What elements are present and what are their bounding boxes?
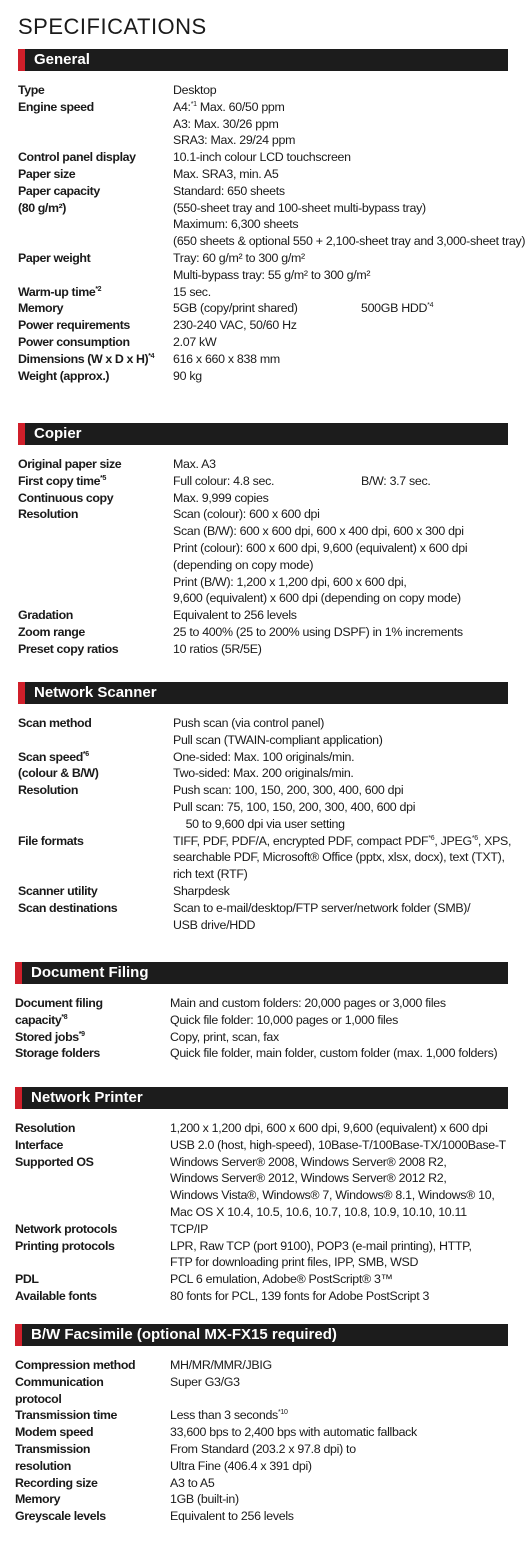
spec-label: Preset copy ratios bbox=[18, 641, 119, 656]
spec-value: Super G3/G3 bbox=[170, 1374, 240, 1389]
spec-value: From Standard (203.2 x 97.8 dpi) to Ultra Fine (406.4 x 391 dpi) bbox=[170, 1441, 356, 1473]
spec-value: MH/MR/MMR/JBIG bbox=[170, 1358, 272, 1372]
spec-label: Memory bbox=[15, 1492, 61, 1507]
spec-row bbox=[15, 1441, 508, 1475]
spec-value: 1GB (built-in) bbox=[170, 1492, 239, 1507]
spec-row bbox=[18, 334, 508, 351]
spec-row bbox=[18, 99, 508, 149]
spec-section bbox=[18, 49, 525, 384]
spec-label: Gradation bbox=[18, 608, 73, 623]
spec-label: Resolution bbox=[15, 1121, 76, 1135]
spec-label: Scan method bbox=[18, 716, 92, 730]
spec-value: LPR, Raw TCP (port 9100), POP3 (e-mail printing), HTTP, FTP for downloading print files, IPP, SMB, WSD bbox=[170, 1238, 472, 1270]
spec-row bbox=[15, 1221, 508, 1238]
spec-section bbox=[18, 682, 512, 933]
spec-row bbox=[18, 82, 508, 99]
spec-value: Sharpdesk bbox=[173, 883, 230, 898]
spec-value: 25 to 400% (25 to 200% using DSPF) in 1% increments bbox=[173, 624, 463, 639]
spec-value: Max. 9,999 copies bbox=[173, 490, 269, 505]
spec-row bbox=[15, 1271, 508, 1288]
section-header bbox=[18, 49, 508, 71]
spec-label: PDL bbox=[15, 1272, 39, 1287]
spec-value: Main and custom folders: 20,000 pages or 3,000 files Quick file folder: 10,000 pages or 1,000 files bbox=[170, 996, 446, 1027]
spec-row bbox=[18, 183, 525, 250]
spec-label: Weight (approx.) bbox=[18, 368, 110, 383]
spec-label: Power consumption bbox=[18, 334, 130, 349]
spec-row bbox=[18, 368, 508, 385]
spec-label: Original paper size bbox=[18, 457, 122, 471]
spec-label: Printing protocols bbox=[15, 1238, 115, 1253]
spec-rows bbox=[15, 1120, 508, 1305]
spec-label: Compression method bbox=[15, 1358, 136, 1372]
section-title: B/W Facsimile (optional MX-FX15 required) bbox=[31, 1326, 337, 1343]
spec-row bbox=[18, 749, 508, 783]
spec-label: Interface bbox=[15, 1137, 64, 1152]
spec-label: First copy time$^{*5}$ bbox=[18, 473, 106, 488]
spec-label: Paper capacity (80 g/m²) bbox=[18, 183, 100, 215]
spec-label: Stored jobs$^{*9}$ bbox=[15, 1029, 85, 1044]
spec-row bbox=[18, 883, 508, 900]
section-title: Network Printer bbox=[31, 1089, 143, 1106]
spec-value: USB 2.0 (host, high-speed), 10Base-T/100Base-TX/1000Base-T bbox=[170, 1137, 506, 1152]
section-title: General bbox=[34, 51, 90, 68]
spec-row bbox=[18, 624, 508, 641]
spec-value: Push scan: 100, 150, 200, 300, 400, 600 dpi Pull scan: 75, 100, 150, 200, 300, 400, 600 dpi 50 to 9,600 dpi via user setting bbox=[173, 783, 416, 831]
spec-label: Available fonts bbox=[15, 1288, 97, 1303]
spec-section bbox=[15, 962, 508, 1062]
spec-value: Scan (colour): 600 x 600 dpi Scan (B/W): 600 x 600 dpi, 600 x 400 dpi, 600 x 300 dpi Print (colour): 600 x 600 dpi, 9,600 (equivalent) x 600 dpi (depending on copy mode) Print (B/W): 1,200 x 1,200 dpi, 600 x 600 dpi, 9,600 (equivalent) x 600 dpi (depending on copy mode) bbox=[173, 507, 468, 606]
section-accent bbox=[15, 1324, 22, 1346]
spec-row bbox=[18, 607, 508, 624]
spec-rows bbox=[18, 82, 525, 384]
spec-row bbox=[15, 1407, 508, 1424]
spec-label: Supported OS bbox=[15, 1154, 94, 1169]
spec-label: Paper size bbox=[18, 166, 76, 181]
spec-label: Modem speed bbox=[15, 1425, 94, 1440]
spec-value: 1,200 x 1,200 dpi, 600 x 600 dpi, 9,600 (equivalent) x 600 dpi bbox=[170, 1121, 488, 1135]
spec-value: 15 sec. bbox=[173, 284, 211, 299]
spec-value: 80 fonts for PCL, 139 fonts for Adobe PostScript 3 bbox=[170, 1288, 430, 1303]
spec-value: Copy, print, scan, fax bbox=[170, 1029, 279, 1044]
spec-value: TIFF, PDF, PDF/A, encrypted PDF, compact PDF$^{*6}$, JPEG$^{*6}$, XPS, searchable PDF, Microsoft® Office (pptx, xlsx, docx), text (TXT), rich text (RTF) bbox=[173, 833, 512, 882]
section-header bbox=[18, 423, 508, 445]
spec-rows bbox=[15, 1357, 508, 1525]
spec-value: PCL 6 emulation, Adobe® PostScript® 3™ bbox=[170, 1272, 393, 1287]
spec-value: Standard: 650 sheets (550-sheet tray and 100-sheet multi-bypass tray) Maximum: 6,300 sheets (650 sheets & optional 550 + 2,100-sheet tray and 3,000-sheet tray) bbox=[173, 183, 525, 249]
spec-label: Power requirements bbox=[18, 318, 130, 333]
spec-row bbox=[18, 641, 508, 658]
spec-section bbox=[18, 423, 508, 658]
spec-row bbox=[15, 1154, 508, 1221]
spec-label: Scanner utility bbox=[18, 883, 98, 898]
spec-value: Equivalent to 256 levels bbox=[170, 1509, 294, 1524]
spec-row bbox=[15, 1238, 508, 1272]
spec-value: 10 ratios (5R/5E) bbox=[173, 641, 262, 656]
spec-label: Memory bbox=[18, 301, 64, 316]
spec-value: 90 kg bbox=[173, 368, 202, 383]
section-header bbox=[15, 962, 508, 984]
spec-rows bbox=[18, 456, 508, 658]
page-title: SPECIFICATIONS bbox=[18, 14, 207, 39]
spec-row bbox=[15, 1374, 508, 1408]
spec-label: Resolution bbox=[18, 507, 79, 522]
section-header bbox=[15, 1087, 508, 1109]
spec-value: 2.07 kW bbox=[173, 334, 217, 349]
spec-row bbox=[18, 900, 508, 934]
spec-label: Transmission resolution bbox=[15, 1441, 91, 1473]
spec-row bbox=[18, 149, 508, 166]
spec-row bbox=[18, 166, 508, 183]
section-accent bbox=[18, 682, 25, 704]
spec-value: Tray: 60 g/m² to 300 g/m² Multi-bypass tray: 55 g/m² to 300 g/m² bbox=[173, 250, 371, 282]
spec-value: 5GB (copy/print shared) 500GB HDD$^{*4}$ bbox=[173, 301, 434, 316]
spec-value: Less than 3 seconds$^{*10}$ bbox=[170, 1408, 288, 1423]
spec-value: TCP/IP bbox=[170, 1221, 209, 1236]
section-accent bbox=[15, 1087, 22, 1109]
spec-value: 33,600 bps to 2,400 bps with automatic fallback bbox=[170, 1425, 417, 1440]
section-header bbox=[15, 1324, 508, 1346]
spec-label: Recording size bbox=[15, 1475, 98, 1490]
spec-label: Greyscale levels bbox=[15, 1509, 106, 1524]
section-title: Copier bbox=[34, 425, 82, 442]
spec-row bbox=[15, 1029, 508, 1046]
spec-row bbox=[15, 1357, 508, 1374]
spec-label: Storage folders bbox=[15, 1046, 100, 1061]
spec-row bbox=[18, 456, 508, 473]
spec-section bbox=[15, 1087, 508, 1305]
spec-label: Scan destinations bbox=[18, 900, 118, 915]
spec-value: Equivalent to 256 levels bbox=[173, 608, 297, 623]
spec-label: Engine speed bbox=[18, 99, 94, 114]
spec-label: Warm-up time$^{*2}$ bbox=[18, 284, 102, 299]
spec-value: 616 x 660 x 838 mm bbox=[173, 351, 280, 366]
section-accent bbox=[18, 423, 25, 445]
spec-value: A4:$^{*1}$ Max. 60/50 ppm A3: Max. 30/26 ppm SRA3: Max. 29/24 ppm bbox=[173, 99, 296, 148]
spec-value: Quick file folder, main folder, custom folder (max. 1,000 folders) bbox=[170, 1046, 498, 1061]
spec-value: Max. SRA3, min. A5 bbox=[173, 166, 279, 181]
spec-value: One-sided: Max. 100 originals/min. Two-sided: Max. 200 originals/min. bbox=[173, 749, 355, 781]
spec-value: Max. A3 bbox=[173, 457, 216, 471]
spec-label: Dimensions (W x D x H)$^{*4}$ bbox=[18, 351, 155, 366]
spec-value: Scan to e-mail/desktop/FTP server/network folder (SMB)/ USB drive/HDD bbox=[173, 900, 471, 932]
spec-value: 10.1-inch colour LCD touchscreen bbox=[173, 150, 351, 165]
spec-label: Communication protocol bbox=[15, 1374, 104, 1406]
spec-row bbox=[18, 473, 508, 490]
spec-row bbox=[15, 995, 508, 1029]
spec-label: Continuous copy bbox=[18, 490, 114, 505]
spec-row bbox=[18, 782, 508, 832]
spec-row bbox=[18, 351, 508, 368]
spec-value: Push scan (via control panel) Pull scan (TWAIN-compliant application) bbox=[173, 716, 383, 747]
spec-row bbox=[18, 300, 508, 317]
section-title: Network Scanner bbox=[34, 684, 157, 701]
spec-row bbox=[15, 1120, 508, 1137]
spec-label: Scan speed$^{*6}$ (colour & B/W) bbox=[18, 749, 99, 781]
spec-row bbox=[15, 1475, 508, 1492]
section-accent bbox=[18, 49, 25, 71]
section-header bbox=[18, 682, 508, 704]
spec-value: A3 to A5 bbox=[170, 1475, 215, 1490]
section-title: Document Filing bbox=[31, 964, 149, 981]
spec-row bbox=[18, 250, 508, 284]
spec-row bbox=[15, 1424, 508, 1441]
spec-row bbox=[18, 317, 508, 334]
spec-row bbox=[18, 715, 508, 749]
spec-row bbox=[18, 490, 508, 507]
spec-label: Resolution bbox=[18, 783, 79, 798]
section-accent bbox=[15, 962, 22, 984]
spec-label: Network protocols bbox=[15, 1221, 117, 1236]
spec-section bbox=[15, 1324, 508, 1525]
spec-row bbox=[15, 1508, 508, 1525]
spec-row bbox=[18, 833, 512, 883]
spec-label: Type bbox=[18, 83, 45, 97]
spec-label: Zoom range bbox=[18, 624, 85, 639]
spec-label: File formats bbox=[18, 833, 84, 848]
spec-row bbox=[15, 1288, 508, 1305]
spec-row bbox=[15, 1137, 508, 1154]
spec-label: Control panel display bbox=[18, 150, 136, 165]
spec-rows bbox=[15, 995, 508, 1062]
spec-label: Paper weight bbox=[18, 250, 91, 265]
spec-row bbox=[18, 506, 508, 607]
spec-value: Windows Server® 2008, Windows Server® 2008 R2, Windows Server® 2012, Windows Server® 2012 R2, Windows Vista®, Windows® 7, Windows® 8.1, Windows® 10, Mac OS X 10.4, 10.5, 10.6, 10.7, 10.8, 10.9, 10.10, 10.11 bbox=[170, 1154, 495, 1219]
spec-row bbox=[18, 284, 508, 301]
spec-value: Full colour: 4.8 sec. B/W: 3.7 sec. bbox=[173, 473, 431, 488]
spec-row bbox=[15, 1491, 508, 1508]
spec-value: Desktop bbox=[173, 83, 217, 97]
spec-label: Document filing capacity$^{*8}$ bbox=[15, 996, 103, 1027]
spec-rows bbox=[18, 715, 512, 933]
spec-label: Transmission time bbox=[15, 1408, 117, 1423]
spec-row bbox=[15, 1045, 508, 1062]
spec-value: 230-240 VAC, 50/60 Hz bbox=[173, 318, 297, 333]
